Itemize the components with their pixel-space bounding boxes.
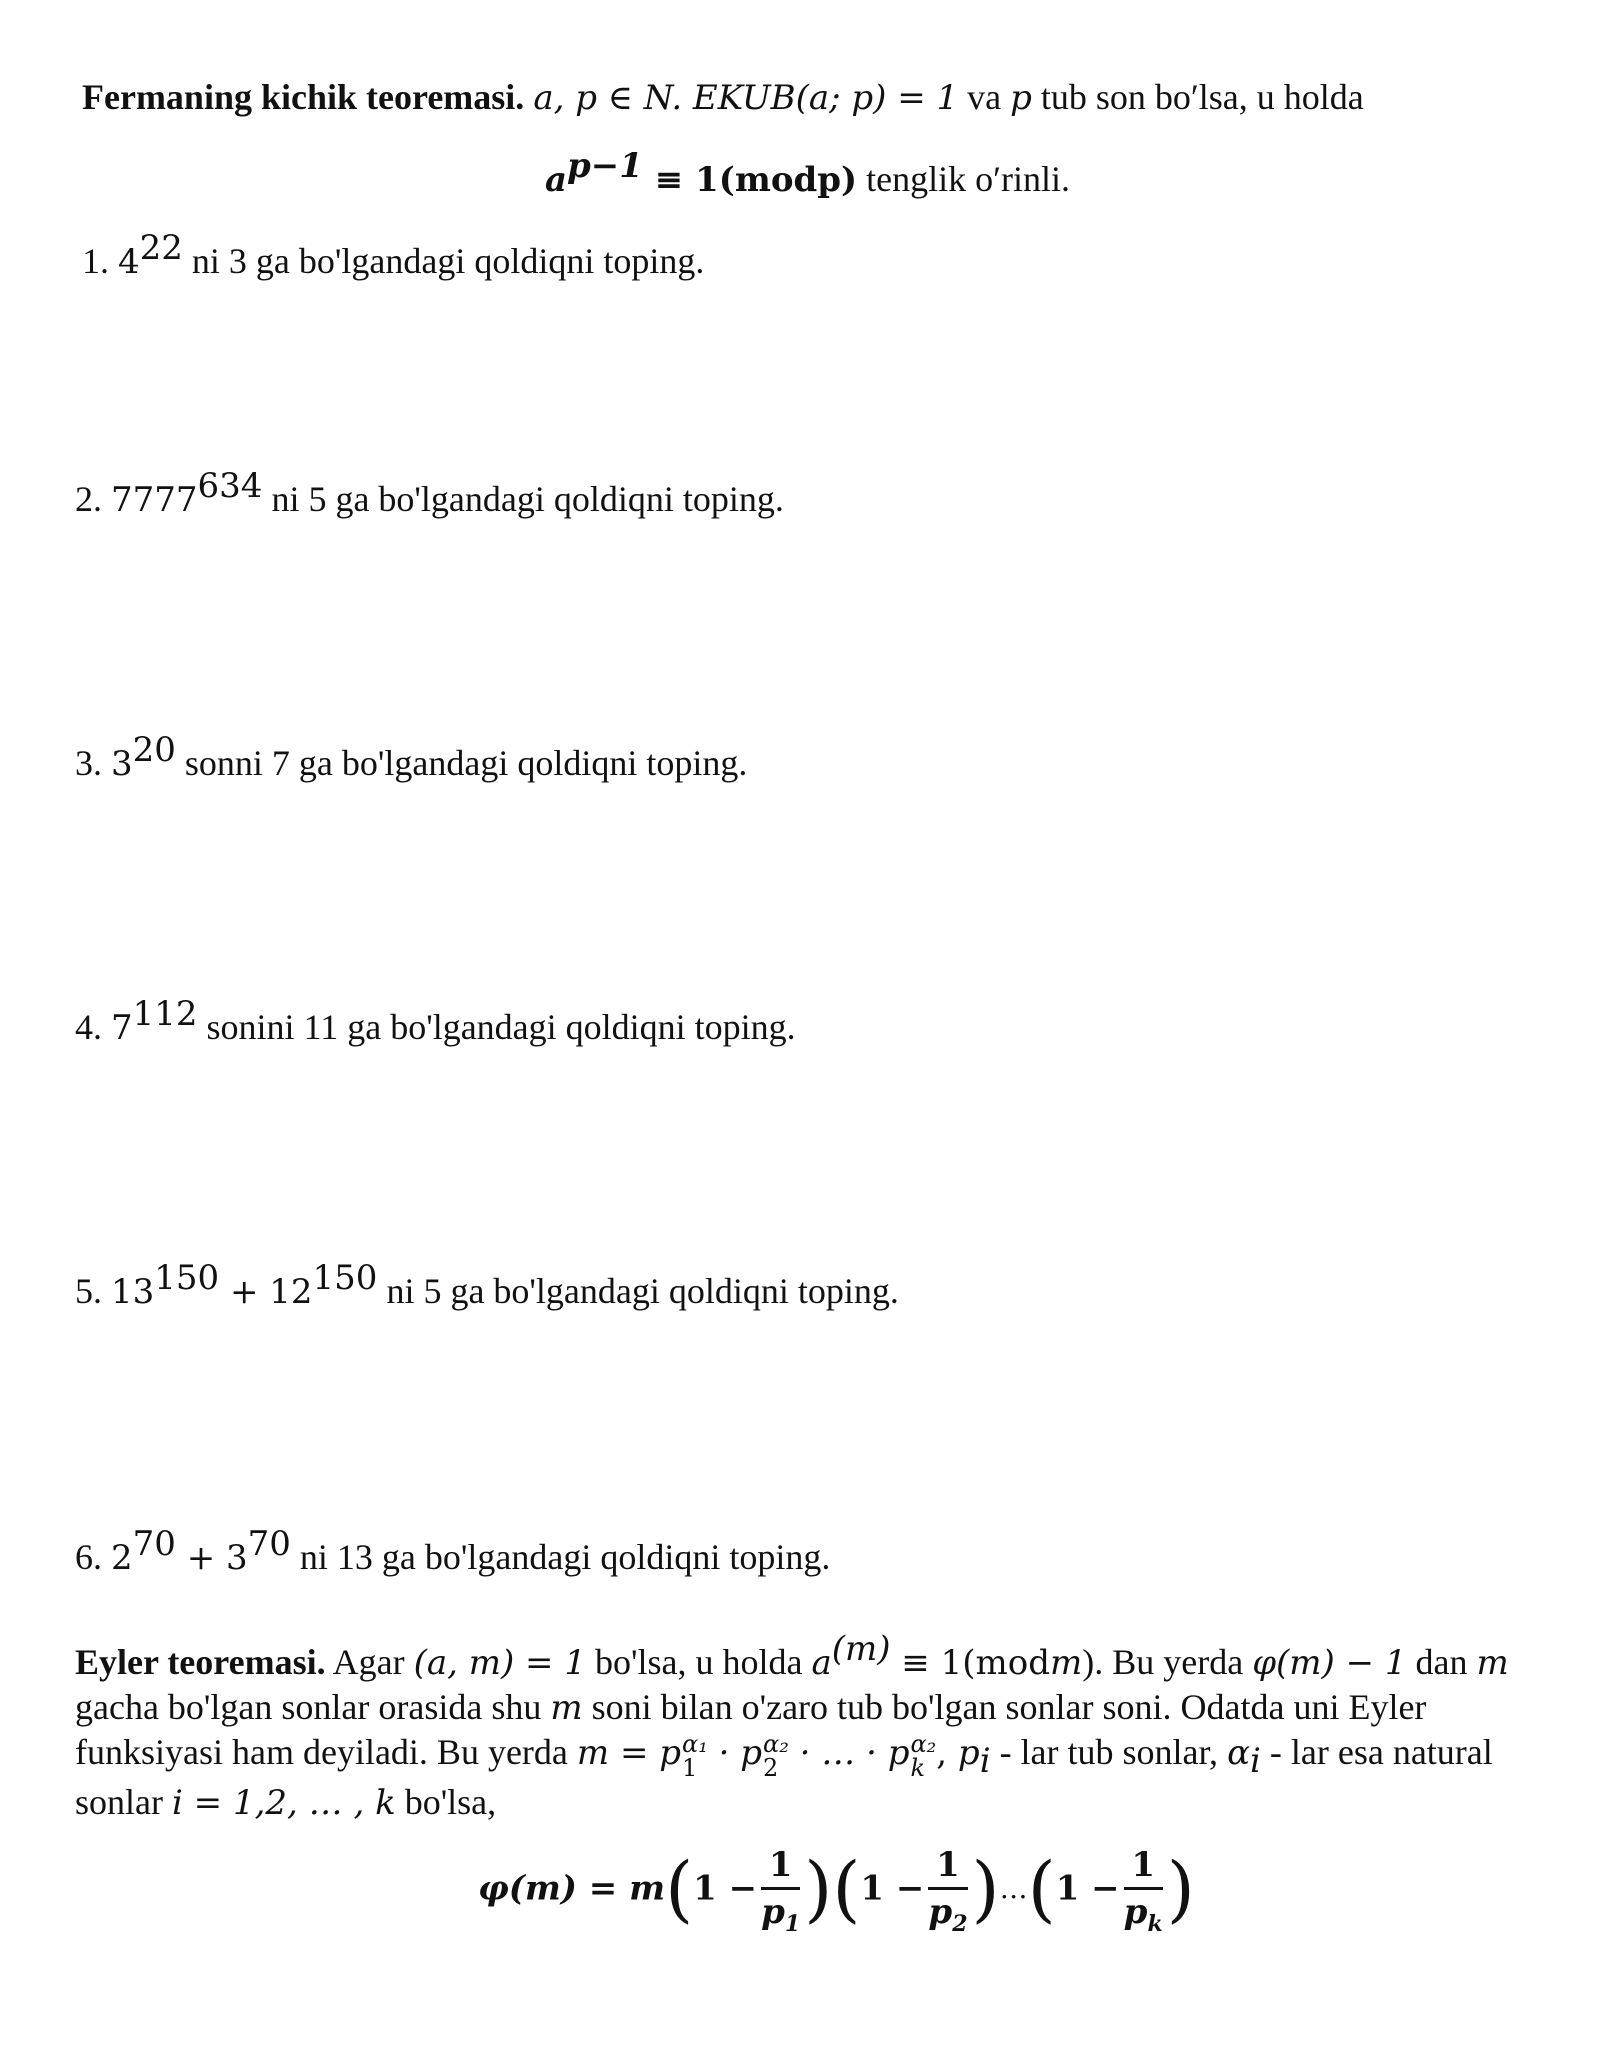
- euler-factor: · … · p: [788, 1733, 910, 1773]
- formula-den-sub: 1: [784, 1911, 801, 1937]
- euler-text: bo'lsa,: [395, 1781, 497, 1822]
- euler-line-4: [75, 1780, 1535, 1825]
- euler-phi: φ(m) − 1: [1252, 1643, 1407, 1683]
- formula-ellipsis: …: [999, 1872, 1028, 1905]
- problem-exponent-2: 70: [247, 1524, 291, 1564]
- euler-text: - lar esa natural: [1260, 1732, 1493, 1772]
- problem-exponent: 150: [154, 1258, 220, 1298]
- problem-6: [75, 1524, 831, 1579]
- euler-k: k: [375, 1782, 396, 1823]
- euler-text: funksiyasi ham deyiladi. Bu yerda: [75, 1732, 577, 1772]
- euler-p2-indices: [763, 1729, 789, 1782]
- problem-exponent: 70: [132, 1524, 176, 1564]
- formula-fraction-k: [1123, 1845, 1163, 1937]
- problem-base: 2: [111, 1538, 133, 1578]
- problem-text: sonni 7 ga bo'lgandagi qoldiqni toping.: [175, 743, 748, 783]
- problem-3: [75, 730, 748, 785]
- euler-congruence: ≡ 1(mod: [890, 1643, 1050, 1683]
- formula-paren-open: (: [832, 1846, 861, 1931]
- euler-comma: ,: [936, 1733, 958, 1773]
- euler-sup: α₁: [682, 1729, 708, 1758]
- euler-alpha-sub: i: [1250, 1741, 1261, 1781]
- formula-den-sub: k: [1147, 1911, 1163, 1937]
- euler-text: ). Bu yerda: [1082, 1642, 1253, 1682]
- problem-exponent-2: 150: [312, 1258, 378, 1298]
- euler-m: m: [1476, 1643, 1509, 1683]
- problem-exponent: 634: [197, 466, 263, 506]
- euler-a: a: [811, 1643, 832, 1683]
- euler-pi-sub: i: [979, 1741, 991, 1781]
- problem-plus-term: + 3: [175, 1538, 248, 1578]
- formula-one-minus: 1 −: [693, 1868, 758, 1909]
- fermat-title: Fermaning kichik teoremasi.: [82, 77, 525, 117]
- problem-text: ni 13 ga bo'lgandagi qoldiqni toping.: [290, 1537, 831, 1577]
- euler-text: Agar: [325, 1642, 414, 1682]
- euler-line-1: [75, 1629, 1535, 1685]
- formula-den-p: p: [1123, 1892, 1148, 1932]
- problem-label: 1.: [82, 241, 118, 281]
- euler-text: bo'lsa, u holda: [585, 1642, 812, 1682]
- euler-sup: α₂: [763, 1729, 789, 1758]
- fermat-congruence: ≡ 1(modp): [642, 160, 858, 200]
- euler-line-2: [75, 1685, 1535, 1730]
- euler-phi-formula: [478, 1845, 1195, 1937]
- problem-text: ni 5 ga bo'lgandagi qoldiqni toping.: [377, 1271, 899, 1311]
- euler-m-factorization: m = p: [576, 1733, 681, 1773]
- euler-text: gacha bo'lgan sonlar orasida shu: [75, 1687, 551, 1727]
- formula-numerator: 1: [761, 1845, 800, 1890]
- formula-denominator: [761, 1890, 801, 1937]
- fermat-condition: a, p ∈ N. EKUB(a; p) = 1: [533, 78, 959, 118]
- fermat-statement: [82, 76, 1364, 119]
- euler-text: soni bilan o'zaro tub bo'lgan sonlar soni. Odatda uni Eyler: [582, 1687, 1427, 1727]
- fermat-text-va: va: [958, 77, 1011, 117]
- formula-paren-close: ): [971, 1846, 1000, 1931]
- problem-label: 4.: [75, 1007, 111, 1047]
- fermat-formula: [545, 146, 1071, 201]
- problem-plus-term: + 12: [219, 1272, 313, 1312]
- problem-base: 13: [111, 1272, 155, 1312]
- formula-denominator: [1123, 1890, 1163, 1937]
- euler-title: Eyler teoremasi.: [75, 1642, 326, 1682]
- euler-text: sonlar: [75, 1781, 172, 1822]
- problem-4: [75, 994, 796, 1049]
- formula-den-sub: 2: [952, 1911, 968, 1937]
- problem-label: 3.: [75, 743, 111, 783]
- euler-sub: k: [910, 1753, 926, 1782]
- euler-a-exponent: (m): [831, 1629, 891, 1669]
- euler-p1-indices: [682, 1729, 708, 1782]
- euler-alpha: α: [1227, 1733, 1251, 1773]
- fermat-base: a: [545, 160, 568, 200]
- euler-paragraph: [75, 1629, 1535, 1825]
- problem-2: [75, 466, 784, 521]
- fermat-text-tail: tub son bo′lsa, u holda: [1031, 77, 1364, 117]
- problem-label: 5.: [75, 1271, 111, 1311]
- euler-sub: 1: [682, 1753, 698, 1782]
- formula-paren-open: (: [1027, 1846, 1056, 1931]
- euler-pk-indices: [910, 1729, 937, 1782]
- euler-text: dan: [1406, 1642, 1477, 1682]
- euler-pi: p: [957, 1733, 980, 1773]
- euler-condition: (a, m) = 1: [413, 1643, 586, 1683]
- euler-m: m: [550, 1688, 583, 1728]
- problem-exponent: 112: [132, 994, 198, 1034]
- euler-text: - lar tub sonlar,: [990, 1732, 1228, 1772]
- euler-sup: α₂: [910, 1729, 937, 1758]
- euler-sub: 2: [763, 1753, 779, 1782]
- formula-paren-close: ): [804, 1846, 833, 1931]
- euler-m: m: [1049, 1643, 1083, 1683]
- fermat-p: p: [1010, 78, 1032, 118]
- formula-paren-close: ): [1166, 1846, 1195, 1931]
- formula-den-p: p: [761, 1892, 785, 1932]
- formula-lhs: φ(m) = m: [478, 1868, 666, 1909]
- formula-denominator: [928, 1890, 968, 1937]
- euler-line-3: [75, 1730, 1535, 1780]
- problem-base: 3: [111, 744, 133, 784]
- fermat-exponent: p−1: [567, 146, 643, 186]
- problem-exponent: 20: [132, 730, 176, 770]
- formula-numerator: 1: [928, 1845, 967, 1890]
- problem-exponent: 22: [139, 228, 183, 268]
- problem-label: 6.: [75, 1537, 111, 1577]
- formula-paren-open: (: [665, 1846, 694, 1931]
- problem-5: [75, 1258, 899, 1313]
- euler-index-range: i = 1,2, … ,: [171, 1782, 376, 1823]
- problem-1: [82, 228, 705, 283]
- formula-fraction-2: [928, 1845, 968, 1937]
- problem-base: 7777: [111, 480, 198, 520]
- euler-factor: · p: [707, 1733, 763, 1773]
- problem-text: sonini 11 ga bo'lgandagi qoldiqni toping.: [197, 1007, 796, 1047]
- problem-label: 2.: [75, 479, 111, 519]
- formula-numerator: 1: [1124, 1845, 1163, 1890]
- problem-base: 4: [118, 242, 140, 282]
- problem-text: ni 3 ga bo'lgandagi qoldiqni toping.: [182, 241, 705, 281]
- formula-fraction-1: [761, 1845, 801, 1937]
- problem-base: 7: [111, 1008, 133, 1048]
- problem-text: ni 5 ga bo'lgandagi qoldiqni toping.: [262, 479, 784, 519]
- formula-one-minus: 1 −: [1055, 1868, 1120, 1909]
- formula-one-minus: 1 −: [860, 1868, 925, 1909]
- formula-den-p: p: [928, 1892, 953, 1932]
- fermat-formula-tail: tenglik o′rinli.: [857, 159, 1071, 199]
